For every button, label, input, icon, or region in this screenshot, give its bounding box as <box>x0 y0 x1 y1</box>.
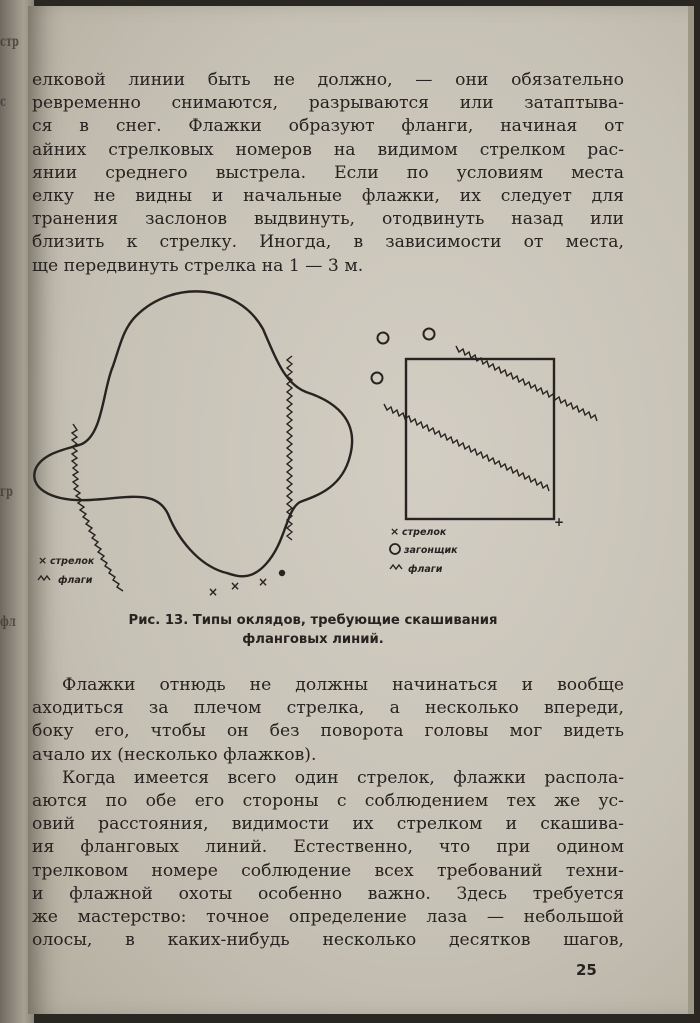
text-line: близить к стрелку. Иногда, в зависимости от места, <box>32 232 624 253</box>
beater-mark <box>378 333 389 344</box>
legend-beater-label: загонщик <box>404 545 458 556</box>
shooter-mark: + <box>554 515 565 529</box>
page-number: 25 <box>576 961 597 979</box>
text-line: ся в снег. Флажки образуют фланги, начиная от <box>32 116 624 137</box>
shooter-mark: × <box>258 575 269 589</box>
beater-mark <box>424 329 435 340</box>
text-line: олосы, в каких-нибудь несколько десятков шагов, <box>32 930 624 951</box>
text-line: транения заслонов выдвинуть, отодвинуть назад или <box>32 209 624 230</box>
text-line: елковой линии быть не должно, — они обязательно <box>32 70 624 90</box>
legend-flags-label: флаги <box>408 564 443 575</box>
facing-page-fragment: с <box>0 94 6 110</box>
legend-shooter-symbol: × <box>390 525 400 538</box>
text-line: ще передвинуть стрелка на 1 — 3 м. <box>32 255 364 276</box>
text-line: аются по обе его стороны с соблюдением тех же ус- <box>32 790 624 811</box>
text-line: и флажной охоты особенно важно. Здесь требуется <box>32 883 624 904</box>
text-line: Флажки отнюдь не должны начинаться и вообще <box>62 675 624 695</box>
shooter-mark: × <box>208 585 219 599</box>
caption-line: фланговых линий. <box>242 632 384 647</box>
left-enclosure-outline <box>34 291 352 576</box>
position-dot <box>279 570 285 576</box>
legend-flags-symbol <box>38 576 50 580</box>
shooter-mark: × <box>230 579 241 593</box>
flag-line-upper-diagonal <box>456 346 597 421</box>
legend-beater-symbol <box>390 544 400 554</box>
left-diagram <box>34 291 352 599</box>
text-line: ия фланговых линий. Естественно, что при одином <box>32 837 624 858</box>
facing-page-fragment: фл <box>0 614 16 630</box>
text-line: же мастерство: точное определение лаза — небольшой <box>32 906 624 927</box>
legend-flags-label: флаги <box>58 575 93 586</box>
beater-mark <box>372 373 383 384</box>
legend-shooter-label: стрелок <box>402 527 447 538</box>
text-line: янии среднего выстрела. Если по условиям места <box>32 162 624 183</box>
book-page <box>28 6 694 1014</box>
text-line: Когда имеется всего один стрелок, флажки распола- <box>62 767 624 788</box>
top-paragraph <box>32 69 624 278</box>
figure-13 <box>28 274 588 604</box>
text-line: елку не видны и начальные флажки, их следует для <box>32 185 624 206</box>
legend-shooter-label: стрелок <box>50 556 95 567</box>
facing-page-fragment: стр <box>0 34 19 50</box>
text-line: ачало их (несколько флажков). <box>32 744 317 765</box>
text-line: аходиться за плечом стрелка, а несколько впереди, <box>32 698 624 719</box>
legend-flags-symbol <box>390 565 402 569</box>
text-line: овий расстояния, видимости их стрелком и скашива- <box>32 814 624 835</box>
text-line: трелковом номере соблюдение всех требований техни- <box>32 860 624 881</box>
caption-line: Рис. 13. Типы оклядов, требующие скашивания <box>128 613 498 628</box>
flag-line-lower-diagonal <box>384 404 549 491</box>
right-diagram <box>372 329 598 576</box>
bottom-paragraphs <box>32 674 624 952</box>
facing-page-fragment: гр <box>0 484 13 500</box>
square-enclosure <box>406 359 554 519</box>
text-line: ревременно снимаются, разрываются или затаптыва- <box>32 93 624 114</box>
text-line: боку его, чтобы он без поворота головы мог видеть <box>32 721 624 742</box>
figure-caption <box>48 611 578 649</box>
legend-shooter-symbol: × <box>38 554 48 567</box>
text-line: айних стрелковых номеров на видимом стрелком рас- <box>32 139 624 160</box>
